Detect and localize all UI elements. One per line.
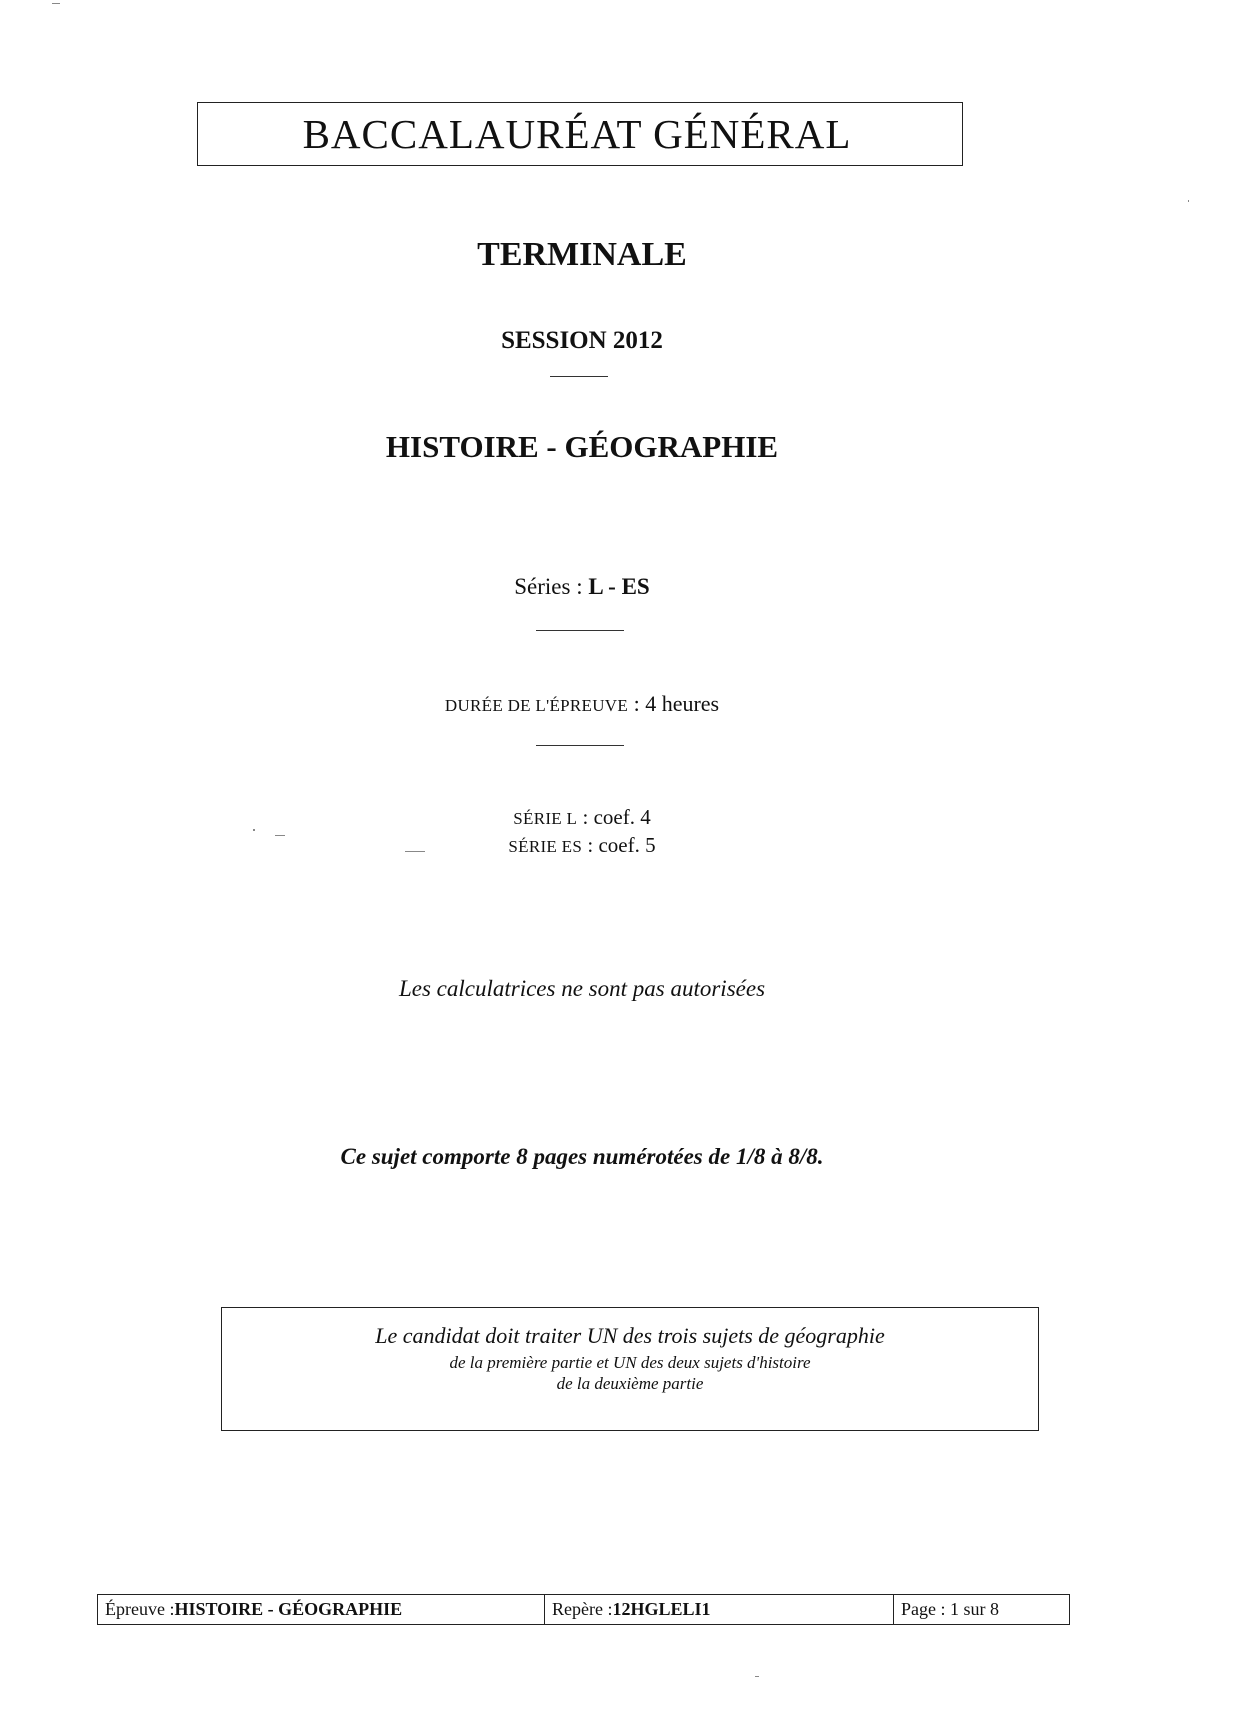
footer-epreuve-value: HISTOIRE - GÉOGRAPHIE — [174, 1599, 403, 1619]
coef-line-es — [0, 833, 1164, 858]
scan-speck — [405, 851, 425, 852]
scan-speck — [52, 3, 60, 4]
pages-note: Ce sujet comporte 8 pages numérotées de 1/8 à 8/8. — [340, 1144, 824, 1169]
instruction-line: de la deuxième partie — [556, 1374, 704, 1393]
level-heading: TERMINALE — [477, 236, 687, 273]
duration-label: DURÉE DE L'ÉPREUVE — [444, 696, 629, 715]
scan-speck — [253, 829, 255, 831]
scan-speck — [1188, 200, 1189, 202]
footer-epreuve-label: Épreuve : — [105, 1599, 175, 1619]
coef-es-label: SÉRIE ES — [508, 837, 583, 856]
coef-line-l — [0, 805, 1164, 830]
series-line — [0, 574, 1164, 600]
divider — [536, 745, 624, 746]
duration-value: 4 heures — [645, 691, 720, 716]
instruction-line: Le candidat doit traiter UN des trois sujets de géographie — [375, 1323, 885, 1348]
footer-page-cell — [894, 1595, 1069, 1624]
footer-epreuve-cell — [98, 1595, 545, 1624]
footer-repere-cell — [545, 1595, 894, 1624]
coef-es-value: : coef. 5 — [582, 833, 656, 857]
series-value: L - ES — [588, 574, 650, 599]
instruction-line: de la première partie et UN des deux sujets d'histoire — [449, 1353, 811, 1372]
footer-table — [97, 1594, 1070, 1625]
duration-separator: : — [628, 691, 646, 716]
scan-speck — [755, 1676, 759, 1677]
exam-title: BACCALAURÉAT GÉNÉRAL — [302, 111, 852, 157]
subject-heading: HISTOIRE - GÉOGRAPHIE — [385, 429, 779, 464]
duration-line — [0, 691, 1164, 717]
calculator-note: Les calculatrices ne sont pas autorisées — [398, 976, 766, 1001]
divider — [550, 376, 608, 377]
coef-l-value: : coef. 4 — [577, 805, 651, 829]
scan-speck — [275, 835, 285, 836]
title-box — [197, 102, 963, 166]
instructions-box — [221, 1307, 1039, 1431]
footer-repere-value: 12HGLELI1 — [612, 1599, 711, 1619]
footer-repere-label: Repère : — [552, 1599, 613, 1619]
series-label: Séries : — [514, 574, 583, 599]
session-heading: SESSION 2012 — [501, 327, 663, 354]
divider — [536, 630, 624, 631]
footer-page-number: Page : 1 sur 8 — [901, 1599, 999, 1619]
coef-l-label: SÉRIE L — [513, 809, 578, 828]
